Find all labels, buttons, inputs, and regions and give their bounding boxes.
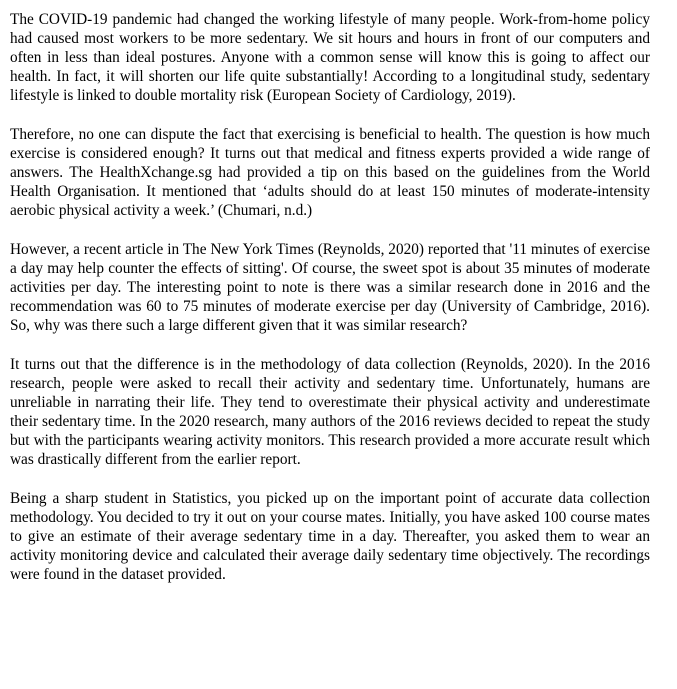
paragraph-statistics-task: Being a sharp student in Statistics, you picked up on the important point of accurate data collection methodology. You decided to try it out on your course mates. Initially, you have asked 100 course mates to give an estimate of their average sedentary time in a day. Thereafter, you asked them to wear an activity monitoring device and calculated their average daily sedentary time objectively. The recordings were found in the dataset provided.: [10, 489, 650, 584]
document-body: [10, 10, 650, 584]
paragraph-nyt-article: However, a recent article in The New York Times (Reynolds, 2020) reported that '11 minutes of exercise a day may help counter the effects of sitting'. Of course, the sweet spot is about 35 minutes of moderate activities per day. The interesting point to note is there was a similar research done in 2016 and the recommendation was 60 to 75 minutes of moderate exercise per day (University of Cambridge, 2016). So, why was there such a large different given that it was similar research?: [10, 240, 650, 335]
paragraph-covid-sedentary: The COVID-19 pandemic had changed the working lifestyle of many people. Work-from-home policy had caused most workers to be more sedentary. We sit hours and hours in front of our computers and often in less than ideal postures. Anyone with a common sense will know this is going to affect our health. In fact, it will shorten our life quite substantially! According to a longitudinal study, sedentary lifestyle is linked to double mortality risk (European Society of Cardiology, 2019).: [10, 11, 650, 105]
paragraph-exercise-guidelines: Therefore, no one can dispute the fact that exercising is beneficial to health. The question is how much exercise is considered enough? It turns out that medical and fitness experts provided a wide range of answers. The HealthXchange.sg had provided a tip on this based on the guidelines from the World Health Organisation. It mentioned that ‘adults should do at least 150 minutes of moderate-intensity aerobic physical activity a week.’ (Chumari, n.d.): [10, 125, 650, 220]
paragraph-data-collection-methodology: It turns out that the difference is in the methodology of data collection (Reynolds, 2020). In the 2016 research, people were asked to recall their activity and sedentary time. Unfortunately, humans are unreliable in narrating their life. They tend to overestimate their physical activity and underestimate their sedentary time. In the 2020 research, many authors of the 2016 reviews decided to repeat the study but with the participants wearing activity monitors. This research provided a more accurate result which was drastically different from the earlier report.: [10, 355, 650, 469]
